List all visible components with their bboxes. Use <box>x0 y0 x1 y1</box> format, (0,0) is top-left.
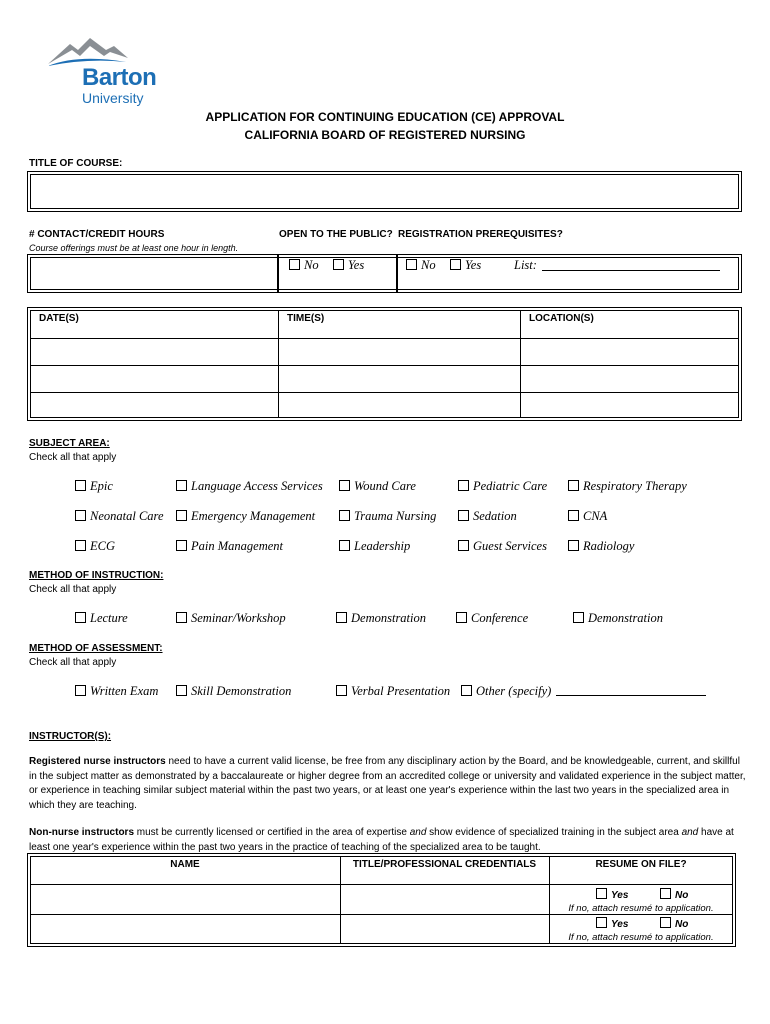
assessment-label: METHOD OF ASSESSMENT: <box>29 643 163 654</box>
subject-option[interactable]: Radiology <box>568 539 634 554</box>
checkbox-icon[interactable] <box>75 685 86 696</box>
checkbox-icon[interactable] <box>75 510 86 521</box>
public-label: OPEN TO THE PUBLIC? <box>279 229 393 240</box>
checkbox-icon[interactable] <box>176 480 187 491</box>
checkbox-icon[interactable] <box>458 480 469 491</box>
prereq-label: REGISTRATION PREREQUISITES? <box>398 229 563 240</box>
checkbox-icon[interactable] <box>176 685 187 696</box>
assessment-hint: Check all that apply <box>29 657 117 668</box>
resume-row1-no[interactable]: No <box>660 888 688 901</box>
checkbox-icon[interactable] <box>75 612 86 623</box>
checkbox-icon[interactable] <box>289 259 300 270</box>
checkbox-icon[interactable] <box>573 612 584 623</box>
heading-line2: CALIFORNIA BOARD OF REGISTERED NURSING <box>244 128 526 142</box>
checkbox-icon[interactable] <box>458 510 469 521</box>
assessment-option[interactable]: Skill Demonstration <box>176 684 291 699</box>
assessment-option[interactable]: Verbal Presentation <box>336 684 450 699</box>
col-title: TITLE/PROFESSIONAL CREDENTIALS <box>352 859 537 870</box>
col-resume: RESUME ON FILE? <box>595 859 687 870</box>
col-name: NAME <box>170 859 200 870</box>
hours-note: Course offerings must be at least one hour in length. <box>29 243 239 253</box>
assessment-option[interactable]: Other (specify) <box>461 684 551 699</box>
public-no-option[interactable]: No <box>289 258 319 273</box>
rn-paragraph: Registered nurse instructors need to have a current valid license, be free from any disciplinary action by the Board, and be knowledgeable, current, and skillful in the subject matter as demonstrated by a baccalaureate or higher degree from an accredited college or university and validated experience in the subject matter, or experience in teaching similar subject material within the past two years, or at least one year's experience within the last two years in the specialized area in which they are teaching. <box>29 756 746 811</box>
subject-option[interactable]: Respiratory Therapy <box>568 479 687 494</box>
checkbox-icon[interactable] <box>450 259 461 270</box>
checkbox-icon[interactable] <box>339 540 350 551</box>
resume-row2-no[interactable]: No <box>660 917 688 930</box>
subject-label: SUBJECT AREA: <box>29 438 110 449</box>
checkbox-icon[interactable] <box>568 540 579 551</box>
schedule-table <box>30 310 739 418</box>
resume-row2-note: If no, attach resumé to application. <box>568 932 714 943</box>
subject-option[interactable]: Trauma Nursing <box>339 509 436 524</box>
checkbox-icon[interactable] <box>461 685 472 696</box>
instruction-option[interactable]: Demonstration <box>336 611 426 626</box>
subject-option[interactable]: Wound Care <box>339 479 416 494</box>
mountain-logo-icon <box>48 36 128 66</box>
checkbox-icon[interactable] <box>75 480 86 491</box>
subject-option[interactable]: CNA <box>568 509 607 524</box>
checkbox-icon[interactable] <box>176 510 187 521</box>
checkbox-icon[interactable] <box>336 612 347 623</box>
instruction-option[interactable]: Demonstration <box>573 611 663 626</box>
subject-option[interactable]: Leadership <box>339 539 410 554</box>
logo-name: Barton <box>82 64 157 91</box>
instructors-label: INSTRUCTOR(S): <box>29 731 112 742</box>
subject-option[interactable]: Guest Services <box>458 539 547 554</box>
prereq-list-line[interactable] <box>542 270 720 271</box>
instruction-option[interactable]: Conference <box>456 611 528 626</box>
assessment-option[interactable]: Written Exam <box>75 684 158 699</box>
checkbox-icon[interactable] <box>568 510 579 521</box>
checkbox-icon[interactable] <box>406 259 417 270</box>
checkbox-icon[interactable] <box>458 540 469 551</box>
other-specify-line[interactable] <box>556 695 706 696</box>
subject-option[interactable]: Neonatal Care <box>75 509 164 524</box>
heading-line1: APPLICATION FOR CONTINUING EDUCATION (CE) APPROVAL <box>205 110 565 124</box>
col-dates: DATE(S) <box>39 313 79 324</box>
prereq-yes-option[interactable]: Yes <box>450 258 481 273</box>
non-nurse-paragraph: Non-nurse instructors must be currently licensed or certified in the area of expertise and show evidence of specialized training in the subject area and have at least one year's experience within the past two years in the practice of teaching of the specialized area to be taught. <box>29 827 734 853</box>
checkbox-icon[interactable] <box>568 480 579 491</box>
instruction-hint: Check all that apply <box>29 584 117 595</box>
resume-row1-yes[interactable]: Yes <box>596 888 628 901</box>
logo <box>44 36 164 108</box>
checkbox-icon[interactable] <box>333 259 344 270</box>
subject-option[interactable]: Pain Management <box>176 539 283 554</box>
subject-option[interactable]: Language Access Services <box>176 479 323 494</box>
subject-option[interactable]: Emergency Management <box>176 509 315 524</box>
checkbox-icon[interactable] <box>660 917 671 928</box>
instruction-option[interactable]: Lecture <box>75 611 128 626</box>
course-title-label: TITLE OF COURSE: <box>29 158 123 169</box>
instruction-option[interactable]: Seminar/Workshop <box>176 611 286 626</box>
col-locations: LOCATION(S) <box>529 313 594 324</box>
checkbox-icon[interactable] <box>596 888 607 899</box>
prereq-list-label: List: <box>514 258 537 272</box>
col-times: TIME(S) <box>287 313 325 324</box>
instruction-label: METHOD OF INSTRUCTION: <box>29 570 164 581</box>
checkbox-icon[interactable] <box>339 480 350 491</box>
checkbox-icon[interactable] <box>596 917 607 928</box>
hours-label: # CONTACT/CREDIT HOURS <box>29 229 165 240</box>
checkbox-icon[interactable] <box>176 540 187 551</box>
subject-option[interactable]: ECG <box>75 539 115 554</box>
course-title-field[interactable] <box>30 174 739 209</box>
logo-sub: University <box>82 90 144 106</box>
checkbox-icon[interactable] <box>336 685 347 696</box>
checkbox-icon[interactable] <box>456 612 467 623</box>
hours-field[interactable] <box>30 257 739 290</box>
subject-hint: Check all that apply <box>29 452 117 463</box>
public-yes-option[interactable]: Yes <box>333 258 364 273</box>
resume-row1-note: If no, attach resumé to application. <box>568 903 714 914</box>
resume-row2-yes[interactable]: Yes <box>596 917 628 930</box>
prereq-no-option[interactable]: No <box>406 258 436 273</box>
subject-option[interactable]: Pediatric Care <box>458 479 547 494</box>
checkbox-icon[interactable] <box>176 612 187 623</box>
checkbox-icon[interactable] <box>75 540 86 551</box>
subject-option[interactable]: Sedation <box>458 509 517 524</box>
checkbox-icon[interactable] <box>660 888 671 899</box>
subject-option[interactable]: Epic <box>75 479 113 494</box>
checkbox-icon[interactable] <box>339 510 350 521</box>
